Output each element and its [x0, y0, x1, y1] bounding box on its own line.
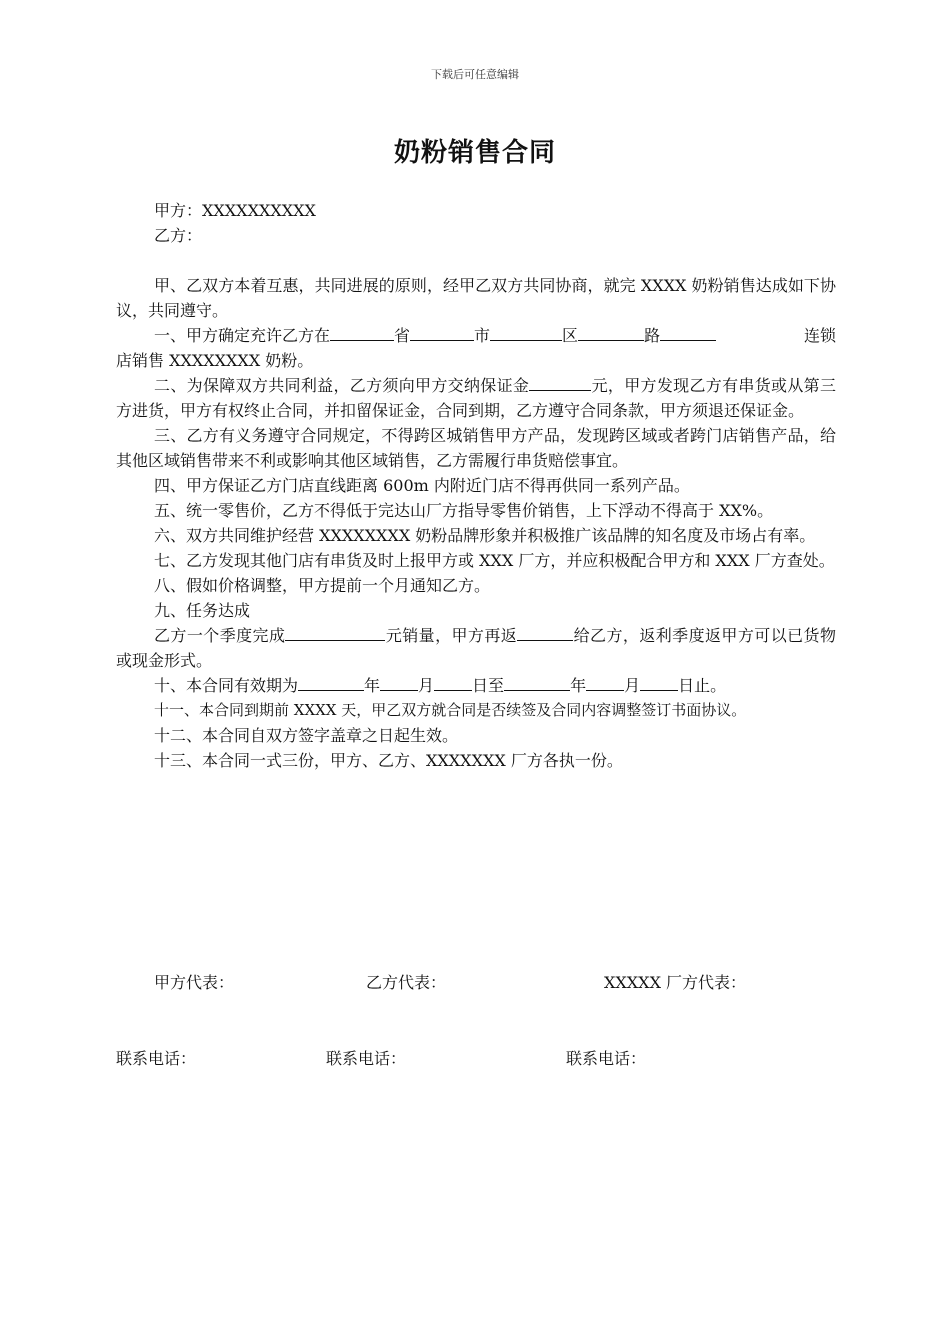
clause-1-line: 一、甲方确定充许乙方在 省 市 区 路 连锁: [116, 323, 836, 348]
blank-city: [410, 323, 474, 341]
clause-9-body: 乙方一个季度完成 元销量，甲方再返 给乙方，返利季度返甲方可以已货物或现金形式。: [116, 623, 836, 673]
party-b-phone: 联系电话：: [326, 1049, 407, 1068]
intro-paragraph: 甲、乙双方本着互惠，共同进展的原则，经甲乙双方共同协商，就完 XXXX 奶粉销售达成如下协议，共同遵守。: [116, 276, 836, 320]
clause-1-region-line: 一、甲方确定充许乙方在 省 市 区 路: [154, 323, 716, 348]
blank-sales-target: [285, 623, 385, 641]
clause-10: 十、本合同有效期为 年 月 日至 年 月 日止。: [116, 673, 836, 698]
clause-5: 五、统一零售价，乙方不得低于完达山厂方指导零售价销售，上下浮动不得高于 XX%。: [154, 501, 774, 520]
party-b: 乙方：: [154, 226, 203, 245]
party-a: 甲方：XXXXXXXXXX: [154, 201, 316, 220]
factory-phone: 联系电话：: [566, 1049, 647, 1068]
clause-6: 六、双方共同维护经营 XXXXXXXX 奶粉品牌形象并积极推广该品牌的知名度及市场占有率。: [154, 526, 816, 545]
blank-rebate: [517, 623, 573, 641]
blank-road: [578, 323, 644, 341]
contract-body: [116, 198, 836, 773]
blank-start-day: [434, 673, 472, 691]
clause-3: 三、乙方有义务遵守合同规定，不得跨区城销售甲方产品，发现跨区域或者跨门店销售产品，给其他区域销售带来不利或影响其他区域销售，乙方需履行串货赔偿事宜。: [116, 426, 836, 470]
factory-representative: XXXXX 厂方代表：: [604, 973, 747, 992]
blank-end-year: [504, 673, 570, 691]
clause-4: 四、甲方保证乙方门店直线距离 600m 内附近门店不得再供同一系列产品。: [154, 476, 690, 495]
blank-end-month: [586, 673, 624, 691]
clause-12: 十二、本合同自双方签字盖章之日起生效。: [154, 726, 459, 745]
parties-block: [116, 198, 836, 248]
party-a-phone: 联系电话：: [116, 1049, 197, 1068]
blank-deposit: [529, 373, 591, 391]
blank-end-day: [640, 673, 678, 691]
party-a-representative: 甲方代表：: [154, 973, 235, 992]
clause-9-title: 九、任务达成: [154, 601, 251, 620]
blank-start-month: [380, 673, 418, 691]
clause-1: 一、甲方确定充许乙方在 省 市 区 路 连锁 店销售 XXXXXXXX 奶粉。: [116, 323, 836, 373]
clause-13: 十三、本合同一式三份，甲方、乙方、XXXXXXX 厂方各执一份。: [154, 751, 623, 770]
clause-11: 十一、本合同到期前 XXXX 天，甲乙双方就合同是否续签及合同内容调整签订书面协议。: [154, 701, 747, 719]
clause-2: 二、为保障双方共同利益，乙方须向甲方交纳保证金 元，甲方发现乙方有串货或从第三方进货，甲方有权终止合同，并扣留保证金，合同到期，乙方遵守合同条款，甲方须退还保证金。: [116, 373, 836, 423]
page-header: 下载后可任意编辑: [431, 68, 519, 81]
clause-7: 七、乙方发现其他门店有串货及时上报甲方或 XXX 厂方，并应积极配合甲方和 XXX 厂方查处。: [154, 551, 835, 570]
blank-start-year: [298, 673, 364, 691]
clause-8: 八、假如价格调整，甲方提前一个月通知乙方。: [154, 576, 491, 595]
party-b-representative: 乙方代表：: [366, 973, 447, 992]
blank-district: [490, 323, 562, 341]
document-title: 奶粉销售合同: [393, 138, 556, 168]
blank-province: [330, 323, 394, 341]
blank-chain: [660, 323, 716, 341]
